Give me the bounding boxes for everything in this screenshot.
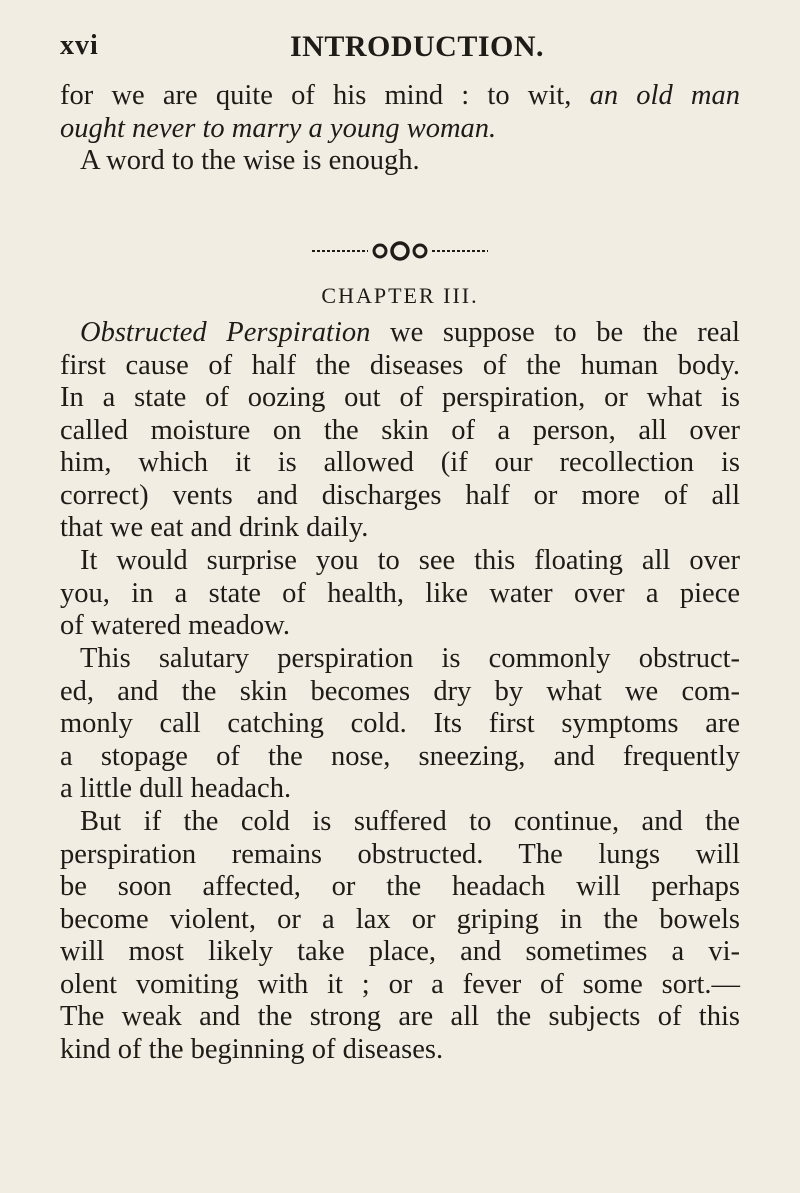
text-line: correct) vents and discharges half or more of all [60,479,740,511]
text-line [60,80,740,113]
chapter-heading: CHAPTER III. [321,283,479,308]
text-line: a stopage of the nose, sneezing, and frequently [60,740,740,772]
text-line: a little dull headach. [60,773,292,804]
paragraph-cold [60,806,740,1066]
text-line: ought never to marry a young woman. [60,112,497,144]
text-line: In a state of oozing out of perspiration, or what is [60,382,740,413]
text-line: A word to the wise is enough. [80,145,420,176]
text-line: will most likely take place, and sometimes a vi- [60,936,740,967]
opening-paragraph [60,80,740,178]
italic-run: Obstructed Perspiration [80,317,371,348]
text-line: olent vomiting with it ; or a fever of some sort.— [60,968,740,1000]
text-run: for we are quite of his mind : to wit, [60,80,590,111]
paragraph-salutary [60,643,740,806]
text-line: The weak and the strong are all the subjects of this [60,1001,740,1032]
running-title: INTRODUCTION. [290,30,545,63]
ornament-divider [300,236,500,266]
text-line: called moisture on the skin of a person, all over [60,414,740,446]
text-line: perspiration remains obstructed. The lungs will [60,838,740,870]
italic-run: an old man [589,80,740,111]
text-line: become violent, or a lax or griping in the bowels [60,903,740,935]
text-line: be soon affected, or the headach will perhaps [60,871,740,902]
text-line: kind of the beginning of diseases. [60,1033,444,1065]
text-line: This salutary perspiration is commonly obstruct- [80,643,740,674]
text-line: But if the cold is suffered to continue, and the [80,806,740,837]
text-line: him, which it is allowed (if our recollection is [60,447,740,478]
paragraph-floating [60,545,740,643]
text-run: we suppose to be the real [370,317,740,348]
running-header [60,30,740,70]
text-line: of watered meadow. [60,610,291,641]
paragraph-obstructed-perspiration [60,317,740,545]
text-line [60,317,740,350]
text-line: monly call catching cold. Its first symptoms are [60,708,740,739]
text-line: you, in a state of health, like water over a piece [60,577,740,609]
text-line: first cause of half the diseases of the human body. [60,349,740,381]
text-line: that we eat and drink daily. [60,512,369,543]
page-number: xvi [60,30,99,61]
text-line: ed, and the skin becomes dry by what we com- [60,675,740,707]
text-line: It would surprise you to see this floating all over [80,545,740,576]
